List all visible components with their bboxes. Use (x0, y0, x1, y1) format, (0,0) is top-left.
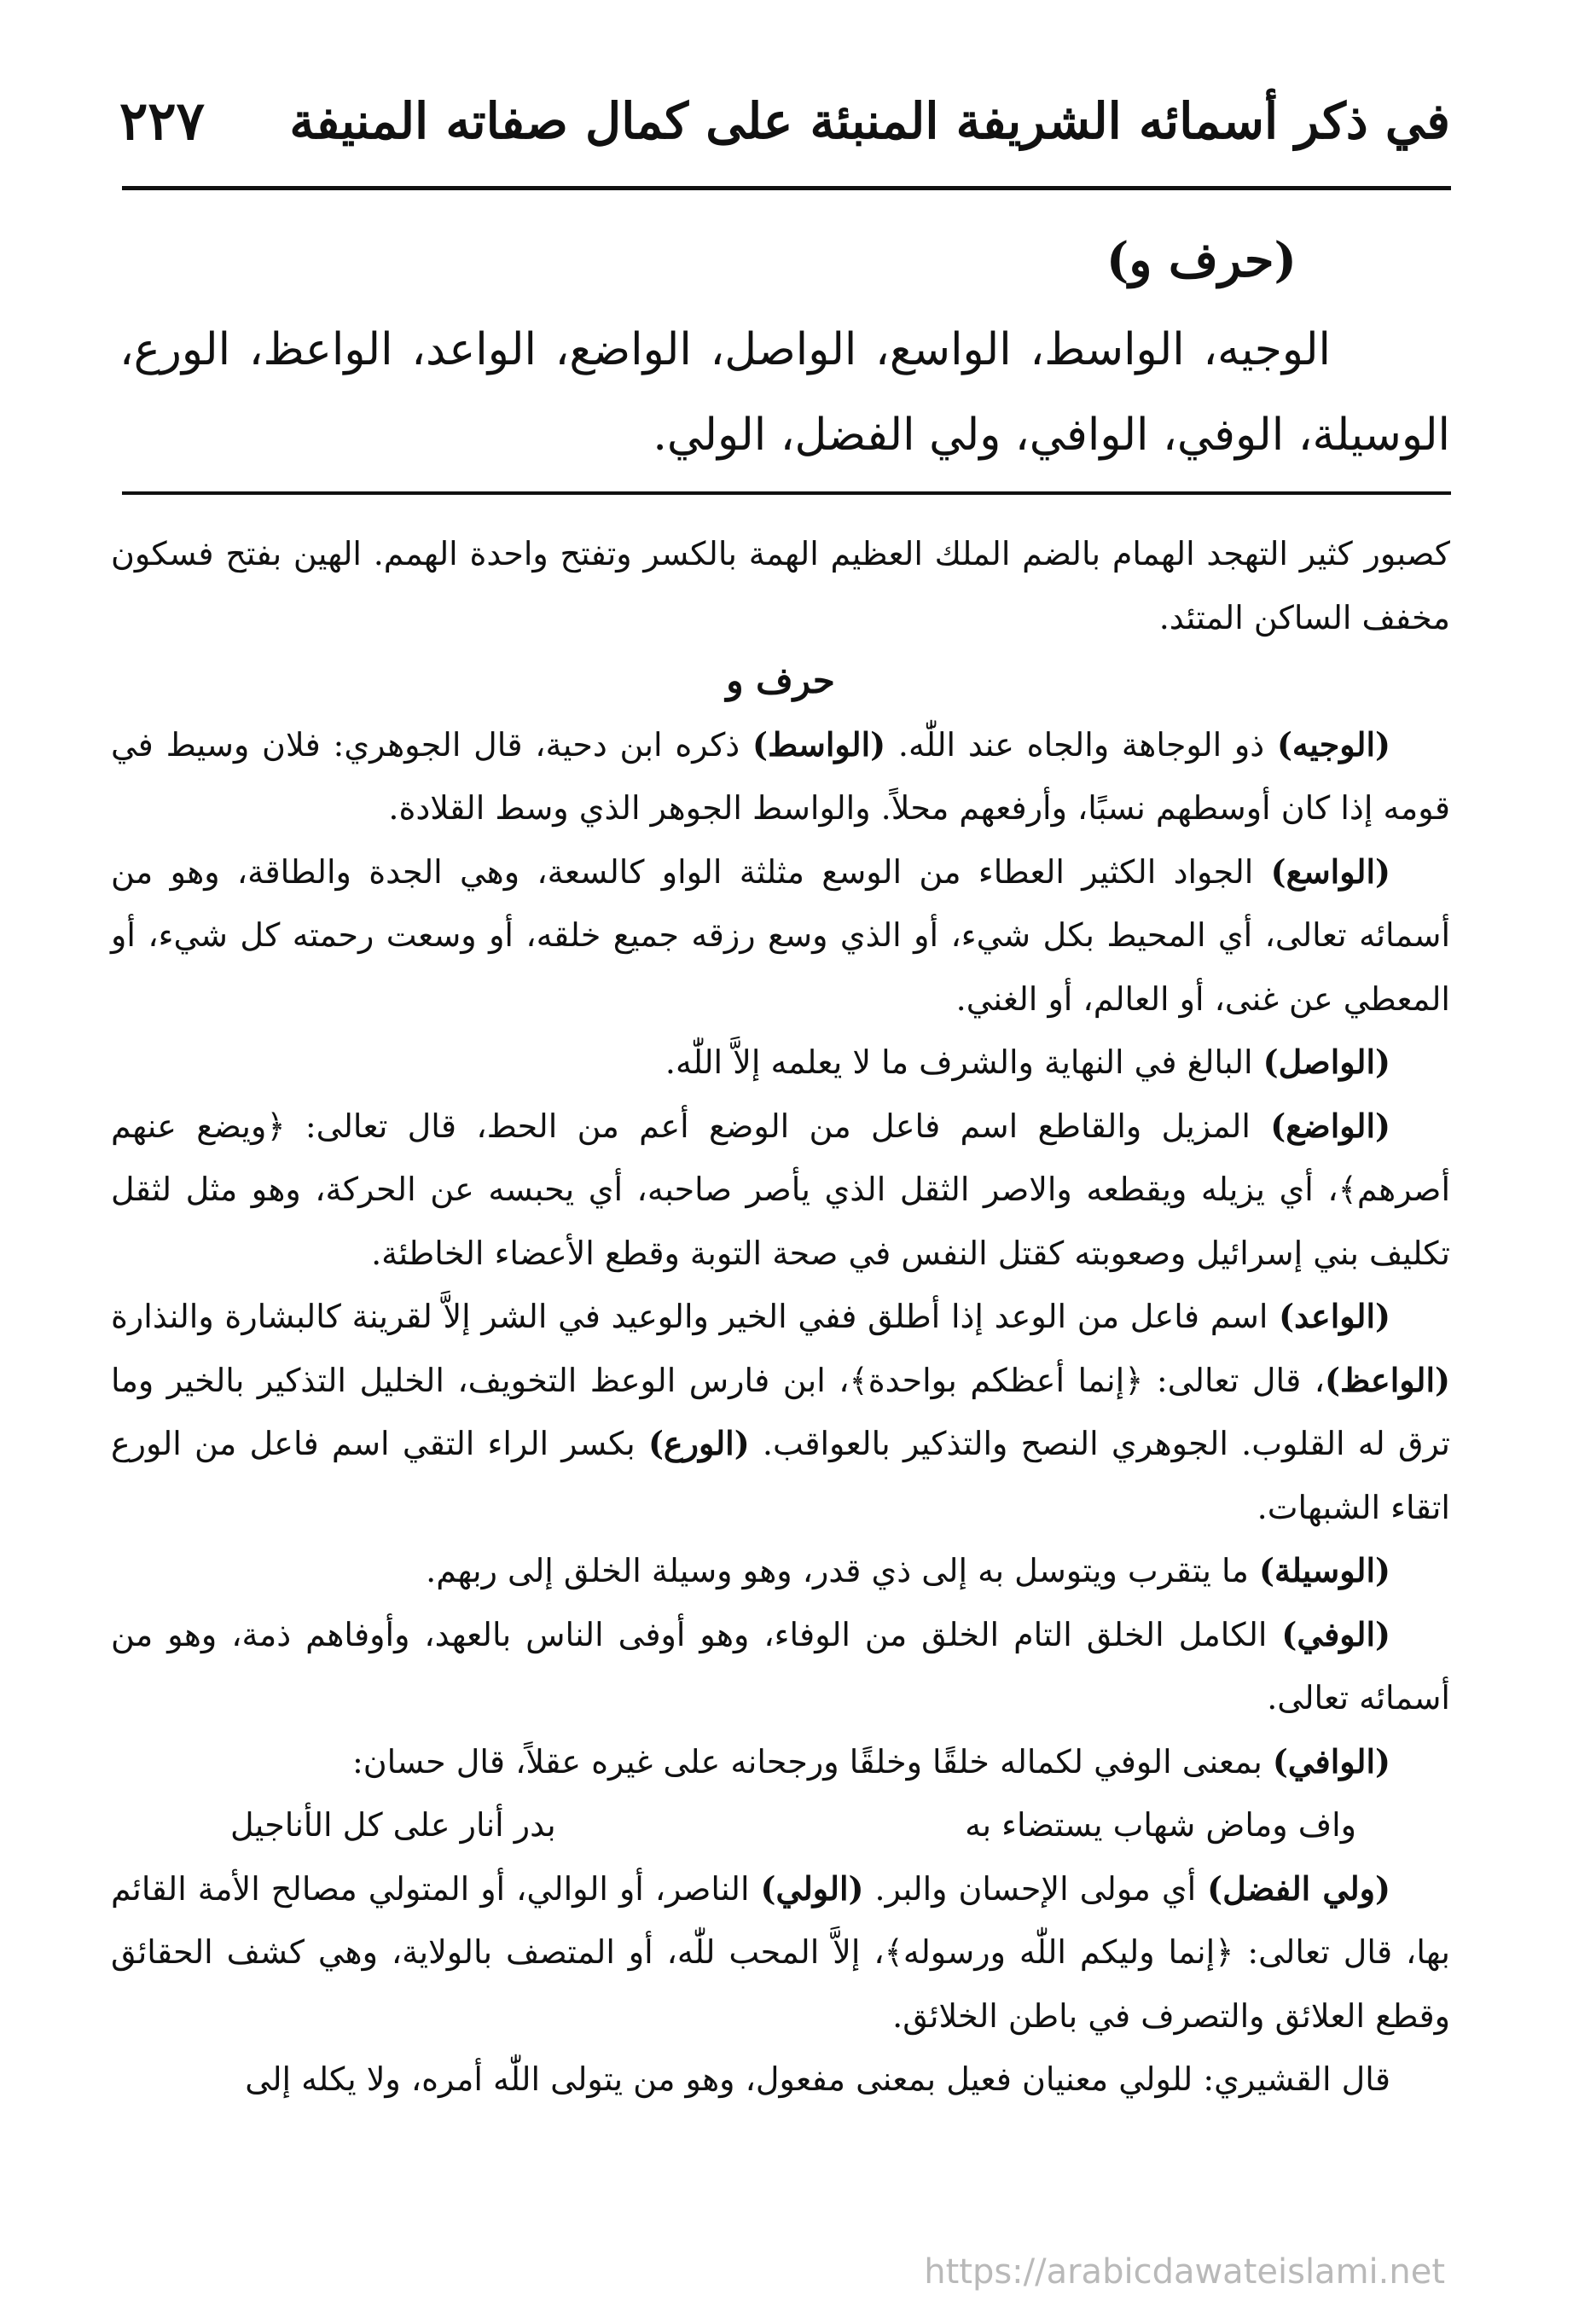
entry-paragraph (111, 1603, 1450, 1730)
entry-text: الكامل الخلق التام الخلق من الوفاء، وهو أوفى الناس بالعهد، وأوفاهم ذمة، وهو من أسمائه تعالى. (111, 1615, 1450, 1717)
entry-text: بكسر الراء التقي اسم فاعل من الورع اتقاء الشبهات. (111, 1425, 1450, 1526)
entry-term: (الوافي) (1272, 1741, 1390, 1781)
entry-term: (ولي الفضل) (1207, 1868, 1390, 1908)
entry-text: البالغ في النهاية والشرف ما لا يعلمه إلاَّ اللّٰه. (665, 1043, 1263, 1081)
section-rule (122, 491, 1451, 495)
commentary-body (111, 522, 1450, 2112)
entry-text: ما يتقرب ويتوسل به إلى ذي قدر، وهو وسيلة الخلق إلى ربهم. (426, 1552, 1259, 1589)
entry-text: ذو الوجاهة والجاه عند اللّٰه. (885, 725, 1277, 764)
entry-term: (الوفي) (1281, 1614, 1390, 1653)
verse-hemistich-second: بدر أنار على كل الأناجيل (230, 1806, 556, 1844)
entry-text: أي مولى الإحسان والبر. (863, 1869, 1208, 1908)
entry-paragraph (111, 1539, 1450, 1603)
entry-term: (الوسيلة) (1259, 1551, 1390, 1589)
page-header (119, 78, 1450, 164)
entry-term: (الوجيه) (1276, 724, 1390, 764)
section-heading: حرف و (726, 659, 835, 701)
page-number: ٢٢٧ (119, 90, 205, 152)
header-rule (122, 186, 1451, 190)
names-list: الوجيه، الواسط، الواسع، الواصل، الواضع، الواعد، الواعظ، الورع، الوسيلة، الوفي، الوافي، ولي الفضل، الولي. (119, 324, 1450, 461)
entry-text: الجواد الكثير العطاء من الوسع مثلثة الواو كالسعة، وهي الجدة والطاقة، وهو من أسمائه تعالى، أي المحيط بكل شيء، أو الذي وسع رزقه جميع خلقه، أو وسعت رحمته كل شيء، أو المعطي عن غنى، أو العالم، أو الغني. (111, 852, 1450, 1018)
entry-term: (الواعد) (1279, 1297, 1390, 1335)
summary-heading: (حرف و) (1106, 232, 1297, 288)
entry-text: ذكره ابن دحية، قال الجوهري: فلان وسيط في قومه إذا كان أوسطهم نسبًا، وأرفعهم محلاً. والواسط الجوهر الذي وسط القلادة. (111, 725, 1450, 827)
watermark-url: https://arabicdawateislami.net (924, 2252, 1445, 2292)
entry-term: (الواسط) (752, 724, 886, 764)
entry-text: المزيل والقاطع اسم فاعل من الوضع أعم من الحط، قال تعالى: ﴿ويضع عنهم أصرهم﴾، أي يزيله ويقطعه والاصر الثقل الذي يأصر صاحبه، أي يحبسه عن الحركة، وهو مثل لثقل تكليف بني إسرائيل وصعوبته كقتل النفس في صحة التوبة وقطع الأعضاء الخاطئة. (111, 1107, 1450, 1272)
entry-term: (الواصل) (1262, 1043, 1390, 1081)
entry-text: اسم فاعل من الوعد إذا أطلق ففي الخير والوعيد في الشر إلاَّ لقرينة كالبشارة والنذارة (111, 1298, 1280, 1335)
entry-paragraph (111, 1730, 1450, 1794)
entry-term: (الواسع) (1270, 851, 1390, 891)
carryover-paragraph: كصبور كثير التهجد الهمام بالضم الملك العظيم الهمة بالكسر وتفتح واحدة الهمم. الهين بفتح فسكون مخفف الساكن المتئد. (111, 535, 1450, 636)
entry-text: الناصر، أو الوالي، أو المتولي مصالح الأمة القائم بها، قال تعالى: ﴿إنما وليكم اللّٰه ورسوله﴾، إلاَّ المحب للّٰه، أو المتصف بالولاية، وهي كشف الحقائق وقطع العلائق والتصرف في باطن الخلائق. (111, 1869, 1450, 2035)
entry-term: (الولي) (760, 1868, 864, 1908)
verse-hemistich-first: واف وماض شهاب يستضاء به (965, 1806, 1356, 1844)
entry-paragraph (111, 1095, 1450, 1286)
entry-paragraph (111, 840, 1450, 1031)
entry-text: ، قال تعالى: ﴿إنما أعظكم بواحدة﴾، ابن فارس الوعظ التخويف، الخليل التذكير بالخير وما ترق له القلوب. الجوهري النصح والتذكير بالعواقب. (111, 1361, 1450, 1462)
poetry-verse (111, 1793, 1450, 1857)
entry-term: (الواعظ) (1324, 1360, 1450, 1399)
entry-paragraph (111, 1857, 1450, 2048)
entry-term: (الورع) (647, 1424, 750, 1462)
letter-summary (119, 213, 1450, 478)
entry-paragraph (111, 1031, 1450, 1095)
entry-text: بمعنى الوفي لكماله خلقًا وخلقًا ورجحانه على غيره عقلاً، قال حسان: (351, 1742, 1273, 1781)
last-line: قال القشيري: للولي معنيان فعيل بمعنى مفعول، وهو من يتولى اللّٰه أمره، ولا يكله إلى (245, 2060, 1390, 2098)
running-title: في ذكر أسمائه الشريفة المنبئة على كمال صفاته المنيفة (289, 92, 1450, 150)
entry-paragraph (111, 713, 1450, 840)
entry-paragraph (111, 1285, 1450, 1539)
entry-term: (الواضع) (1270, 1106, 1390, 1145)
